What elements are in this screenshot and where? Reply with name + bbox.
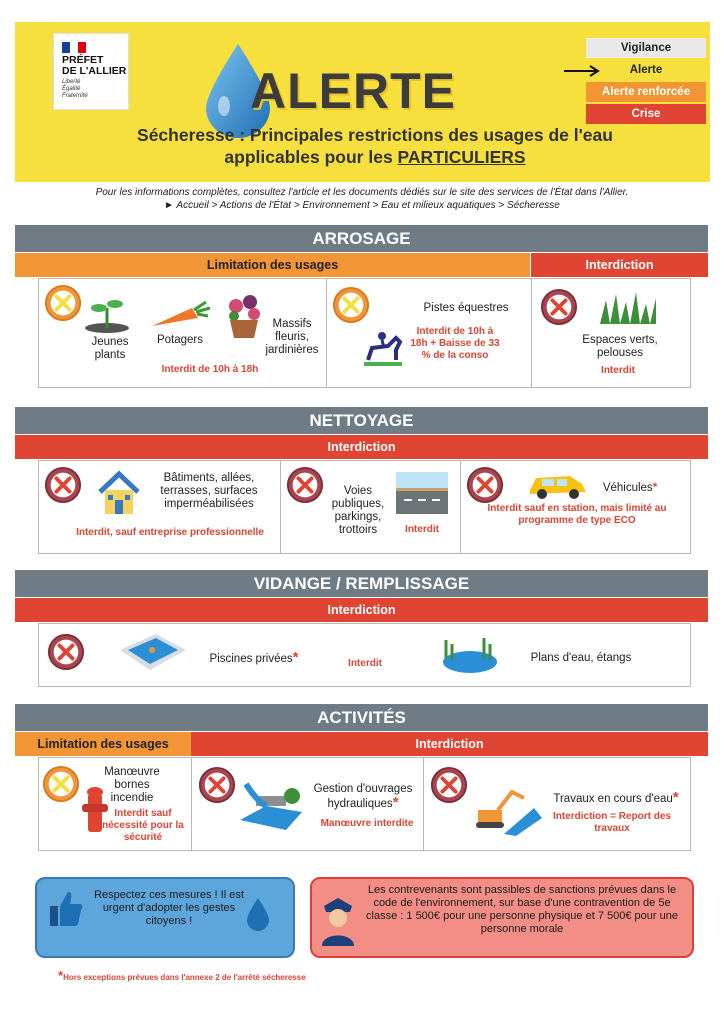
label-plans-eau: Plans d'eau, étangs bbox=[530, 652, 632, 664]
prohibited-x-icon bbox=[44, 466, 82, 504]
label-travaux: Travaux en cours d'eau* bbox=[553, 789, 679, 806]
level-alerte: Alerte bbox=[586, 60, 706, 80]
section-title-vidange: VIDANGE / REMPLISSAGE bbox=[15, 570, 708, 597]
citizen-message: Respectez ces mesures ! Il est urgent d'adopter les gestes citoyens ! bbox=[94, 889, 244, 927]
car-icon bbox=[526, 470, 590, 500]
rule-activites-1: Interdit sauf nécessité pour la sécurité bbox=[102, 808, 184, 843]
rule-vidange: Interdit bbox=[348, 658, 382, 669]
rule-activites-3: Interdiction = Report des travaux bbox=[552, 811, 672, 834]
label-massifs: Massifs fleuris, jardinières bbox=[265, 318, 319, 356]
horse-rider-icon bbox=[362, 328, 404, 368]
rule-arrosage-1: Interdit de 10h à 18h bbox=[161, 364, 259, 375]
level-vigilance: Vigilance bbox=[586, 38, 706, 58]
sanctions-text: Les contrevenants sont passibles de sanctions prévues dans le code de l'environnement, sur base d'une contravention de 5e classe : 1 500€ pour une personne physique et 7 500€ pour une personne morale bbox=[366, 884, 678, 935]
seedling-icon bbox=[82, 294, 132, 334]
info-text: Pour les informations complètes, consultez l'article et les documents dédiés sur le site des services de l'État dans l'Allier. ► Accueil > Actions de l'État > Environnement > Eau et milieux aquatiques > Sécheresse bbox=[95, 187, 629, 211]
label-pistes: Pistes équestres bbox=[423, 302, 509, 314]
rule-activites-2: Manœuvre interdite bbox=[320, 818, 414, 829]
rule-arrosage-3: Interdit bbox=[601, 365, 635, 376]
prohibited-x-icon bbox=[466, 466, 504, 504]
logo-title: PRÉFET DE L'ALLIER bbox=[62, 54, 127, 77]
police-officer-icon bbox=[318, 896, 358, 946]
bar-interdiction-activites: Interdiction bbox=[191, 732, 708, 756]
restriction-x-icon bbox=[44, 284, 82, 322]
water-drop-icon bbox=[244, 896, 272, 934]
road-icon bbox=[396, 472, 448, 514]
alert-level-scale bbox=[586, 38, 706, 126]
bar-limitation-activites: Limitation des usages bbox=[15, 732, 191, 756]
label-piscines: Piscines privées* bbox=[209, 649, 299, 666]
label-potagers: Potagers bbox=[156, 334, 204, 346]
house-icon bbox=[96, 470, 142, 516]
label-jeunes-plants: Jeunes plants bbox=[91, 336, 129, 361]
excavator-icon bbox=[474, 788, 544, 836]
footnote: *Hors exceptions prévues dans l'annexe 2 de l'arrêté sécheresse bbox=[58, 968, 306, 983]
bar-interdiction-nettoyage: Interdiction bbox=[15, 435, 708, 459]
prohibited-x-icon bbox=[47, 633, 85, 671]
restriction-x-icon bbox=[42, 765, 80, 803]
pool-icon bbox=[116, 630, 188, 676]
dam-icon bbox=[236, 776, 306, 832]
page-subtitle: Sécheresse : Principales restrictions des usages de l'eau applicables pour les PARTICULIERS bbox=[137, 125, 613, 167]
prohibited-x-icon bbox=[286, 466, 324, 504]
prohibited-x-icon bbox=[540, 288, 578, 326]
alert-title: ALERTE bbox=[250, 63, 456, 119]
section-title-arrosage: ARROSAGE bbox=[15, 225, 708, 252]
thumbs-up-icon bbox=[48, 890, 84, 930]
level-crise: Crise bbox=[586, 104, 706, 124]
label-espaces-verts: Espaces verts, pelouses bbox=[582, 334, 658, 359]
label-bornes: Manœuvre bornes incendie bbox=[104, 766, 160, 804]
label-batiments: Bâtiments, allées, terrasses, surfaces imperméabilisées bbox=[160, 472, 258, 510]
bar-interdiction-arrosage: Interdiction bbox=[531, 253, 708, 277]
grass-icon bbox=[598, 290, 658, 326]
logo-motto: Liberté Égalité Fraternité bbox=[62, 79, 88, 99]
french-flag-icon bbox=[62, 40, 86, 51]
bar-interdiction-vidange: Interdiction bbox=[15, 598, 708, 622]
level-alerte-renforcee: Alerte renforcée bbox=[586, 82, 706, 102]
section-title-nettoyage: NETTOYAGE bbox=[15, 407, 708, 434]
rule-nettoyage-3: Interdit sauf en station, mais limité au programme de type ECO bbox=[487, 503, 667, 526]
prohibited-x-icon bbox=[430, 766, 468, 804]
section-title-activites: ACTIVITÉS bbox=[15, 704, 708, 731]
flower-pot-icon bbox=[222, 292, 266, 340]
rule-nettoyage-1: Interdit, sauf entreprise professionnelle bbox=[76, 527, 264, 538]
label-vehicules: Véhicules* bbox=[602, 482, 658, 494]
label-ouvrages: Gestion d'ouvrages hydrauliques* bbox=[313, 783, 413, 811]
restriction-x-icon bbox=[332, 286, 370, 324]
pond-icon bbox=[440, 636, 498, 674]
carrot-icon bbox=[148, 300, 212, 332]
rule-nettoyage-2: Interdit bbox=[405, 524, 439, 535]
rule-arrosage-2: Interdit de 10h à 18h + Baisse de 33 % de la conso bbox=[410, 326, 500, 361]
arrow-right-icon bbox=[562, 64, 602, 78]
label-voies: Voies publiques, parkings, trottoirs bbox=[331, 485, 385, 536]
bar-limitation-arrosage: Limitation des usages bbox=[15, 253, 530, 277]
prohibited-x-icon bbox=[198, 766, 236, 804]
